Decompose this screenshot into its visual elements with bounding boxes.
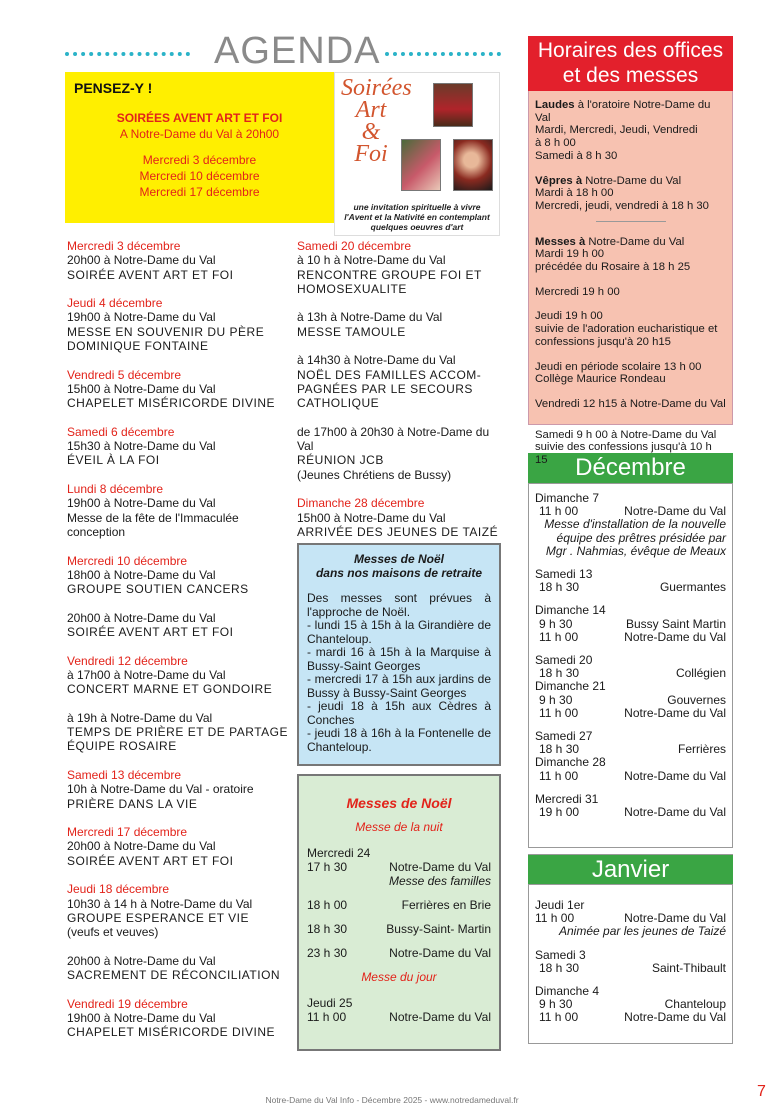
divider [596, 221, 666, 222]
event-time-place: 19h00 à Notre-Dame du Val [67, 1011, 216, 1026]
highlight-box [65, 72, 334, 223]
highlight-place: A Notre-Dame du Val à 20h00 [119, 127, 280, 141]
event-item [67, 611, 292, 640]
event-date: Vendredi 19 décembre [67, 996, 188, 1011]
event-title: Messe de la fête de l'Immaculée conception [67, 510, 239, 539]
event-time-place: 19h00 à Notre-Dame du Val [67, 496, 216, 511]
event-item [67, 425, 292, 468]
schedule-item: Samedi 9 h 00 à Notre-Dame du Val suivie des confessions jusqu'à 10 h 15 [535, 428, 717, 467]
retirement-homes-box [297, 543, 501, 766]
event-title: CHAPELET MISÉRICORDE DIVINE [67, 1025, 275, 1040]
event-date: Jeudi 4 décembre [67, 296, 163, 311]
event-time-place: 15h00 à Notre-Dame du Val [67, 381, 216, 396]
event-date: Samedi 20 décembre [297, 239, 412, 253]
intro-text: Des messes sont prévues à l'approche de Noël. [307, 591, 491, 619]
event-title: GROUPE ESPERANCE ET VIE [67, 910, 249, 925]
event-time-place: de 17h00 à 20h30 à Notre-Dame du Val [297, 424, 490, 454]
schedule-item: Jeudi en période scolaire 13 h 00 Collège Maurice Rondeau [535, 360, 702, 386]
highlight-title: SOIRÉES AVENT ART ET FOI [116, 111, 283, 125]
event-item [67, 482, 292, 539]
event-time-place: à 17h00 à Notre-Dame du Val [67, 667, 226, 682]
mass-row: 18 h 00 Ferrières en Brie [307, 898, 491, 912]
event-time-place: 10h30 à 14 h à Notre-Dame du Val [67, 896, 253, 911]
box-title: Messes de Noël [346, 795, 452, 811]
event-title: SOIRÉE AVENT ART ET FOI [67, 267, 234, 282]
section-night: Messe de la nuit [355, 820, 443, 834]
event-title: CHAPELET MISÉRICORDE DIVINE [67, 396, 275, 411]
events-middle-column [297, 239, 502, 554]
event-time-place: 20h00 à Notre-Dame du Val [67, 839, 216, 854]
january-heading: Janvier [528, 854, 733, 884]
event-time-place: 15h30 à Notre-Dame du Val [67, 439, 216, 454]
box-subtitle: dans nos maisons de retraite [315, 565, 483, 580]
event-date: Mercredi 17 décembre [67, 825, 188, 840]
event-date: Mercredi 3 décembre [67, 239, 181, 253]
event-item [67, 825, 292, 868]
event-time-place: à 13h à Notre-Dame du Val [297, 310, 443, 325]
decorative-dots-right [385, 44, 501, 56]
event-title: MESSE TAMOULE [297, 324, 406, 339]
mass-row: 23 h 30 Notre-Dame du Val [307, 946, 491, 960]
event-item [67, 554, 292, 597]
painting-annunciation [433, 83, 473, 127]
event-title: RENCONTRE GROUPE FOI ET HOMOSEXUALITE [297, 267, 482, 296]
event-title: SOIRÉE AVENT ART ET FOI [67, 625, 234, 640]
event-title: (veufs et veuves) [67, 925, 159, 940]
day-label: Jeudi 25 [307, 996, 353, 1010]
retraite-item: - mercredi 17 à 15h aux jardins de Bussy à Bussy-Saint Georges [307, 672, 491, 700]
highlight-date: Mercredi 17 décembre [139, 185, 260, 199]
decorative-dots-left [65, 44, 190, 56]
right-column [528, 36, 733, 1044]
event-title: PRIÈRE DANS LA VIE [67, 796, 198, 811]
highlight-date: Mercredi 10 décembre [139, 169, 260, 183]
event-date: Dimanche 28 décembre [297, 496, 425, 511]
mass-row: 11 h 00 Notre-Dame du Val [307, 1010, 491, 1024]
schedule-item: Vendredi 12 h15 à Notre-Dame du Val [535, 397, 726, 410]
retraite-item: - jeudi 18 à 16h à la Fontenelle de Chanteloup. [307, 726, 491, 754]
event-item [297, 496, 502, 539]
event-title: SACREMENT DE RÉCONCILIATION [67, 968, 281, 983]
day-label: Mercredi 24 [307, 846, 371, 860]
highlight-label: PENSEZ-Y ! [74, 80, 153, 96]
event-date: Samedi 13 décembre [67, 767, 182, 782]
event-item [67, 954, 292, 983]
event-title: (Jeunes Chrétiens de Bussy) [297, 467, 452, 482]
footer-text: Notre-Dame du Val Info - Décembre 2025 - www.notredameduval.fr [265, 1095, 519, 1105]
event-title: GROUPE SOUTIEN CANCERS [67, 582, 249, 597]
event-title: ARRIVÉE DES JEUNES DE TAIZÉ [297, 524, 499, 539]
messes-block: Messes à Notre-Dame du Val Mardi 19 h 00 précédée du Rosaire à 18 h 25 [535, 235, 691, 274]
page-title: AGENDA [214, 30, 381, 72]
event-item [67, 239, 292, 282]
december-masses: Dimanche 7 11 h 00 Notre-Dame du Val Messe d'installation de la nouvelle équipe des prêtres présidée par Mgr . Nahmias, évêque de Meaux Samedi 13 18 h 30 Guermantes Dimanche 14 9 h 30 Bussy Saint Martin 11 h 00 Notre-Dame du Val Samedi 20 18 h 30 Collégien Dimanche 21 9 h 30 Gouvernes 11 h 00 Notre-Dame du Val Samedi 27 18 h 30 Ferrières Dimanche 28 11 h 00 Notre-Dame du Val Mercredi 31 19 h 00 Notre-Dame du Val [528, 483, 733, 848]
section-day: Messe du jour [361, 970, 437, 984]
retraite-item: - jeudi 18 à 15h aux Cèdres à Conches [307, 699, 491, 727]
vepres-block: Vêpres à Notre-Dame du Val Mardi à 18 h 00 Mercredi, jeudi, vendredi à 18 h 30 [535, 174, 709, 212]
event-date: Samedi 6 décembre [67, 424, 175, 439]
painting-madonna [453, 139, 493, 191]
painting-nativity [401, 139, 441, 191]
mass-note: Messe d'installation de la nouvelle équipe des prêtres présidée par Mgr . Nahmias, évêque de Meaux [544, 517, 726, 558]
event-time-place: à 10 h à Notre-Dame du Val [297, 253, 446, 268]
event-title: NOËL DES FAMILLES ACCOM-PAGNÉES PAR LE SECOURS CATHOLIQUE [297, 367, 482, 411]
christmas-masses-box [297, 774, 501, 1051]
event-item [297, 353, 502, 410]
schedule-item: Jeudi 19 h 00 suivie de l'adoration eucharistique et confessions jusqu'à 20 h15 [535, 310, 718, 348]
events-left-column [67, 239, 292, 1054]
event-title: MESSE EN SOUVENIR DU PÈRE DOMINIQUE FONTAINE [67, 324, 265, 354]
event-time-place: à 14h30 à Notre-Dame du Val [297, 353, 456, 368]
event-date: Jeudi 18 décembre [67, 882, 170, 897]
event-item [67, 997, 292, 1040]
highlight-date: Mercredi 3 décembre [142, 153, 257, 167]
january-masses: Jeudi 1er 11 h 00 Notre-Dame du Val Animée par les jeunes de Taizé Samedi 3 18 h 30 Saint-Thibault Dimanche 4 9 h 30 Chanteloup 11 h 00 Notre-Dame du Val [528, 884, 733, 1044]
event-item [67, 654, 292, 697]
event-title: SOIRÉE AVENT ART ET FOI [67, 853, 234, 868]
poster-caption: une invitation spirituelle à vivre l'Avent et la Nativité en contemplant quelques oeuvres d'art [344, 202, 490, 232]
event-date: Lundi 8 décembre [67, 482, 164, 497]
box-title: Messes de Noël [353, 552, 445, 566]
retraite-item: - lundi 15 à 15h à la Girandière de Chanteloup. [307, 618, 491, 646]
event-time-place: 15h00 à Notre-Dame du Val [297, 510, 446, 525]
mass-note: Messe des familles [388, 874, 491, 888]
mass-row: 17 h 30 Notre-Dame du Val [307, 860, 491, 874]
event-item [297, 310, 502, 339]
event-time-place: 18h00 à Notre-Dame du Val [67, 567, 216, 582]
poster-title: Soirées Art & Foi [341, 75, 412, 167]
event-item [67, 768, 292, 811]
laudes-block: Laudes à l'oratoire Notre-Dame du Val Mardi, Mercredi, Jeudi, Vendredi à 8 h 00 Samedi à 8 h 30 [535, 99, 711, 162]
event-title: TEMPS DE PRIÈRE ET DE PARTAGE ÉQUIPE ROSAIRE [67, 725, 288, 754]
event-item [67, 882, 292, 939]
offices-title: Horaires des offices et des messes [528, 36, 733, 91]
december-heading: Décembre [528, 453, 733, 483]
event-time-place: 19h00 à Notre-Dame du Val [67, 310, 216, 325]
event-time-place: à 19h à Notre-Dame du Val [67, 710, 213, 725]
event-title: ÉVEIL À LA FOI [67, 453, 160, 468]
event-title: RÉUNION JCB [297, 453, 384, 468]
event-date: Mercredi 10 décembre [67, 553, 188, 568]
schedule-item: Mercredi 19 h 00 [535, 285, 620, 298]
event-item [67, 711, 292, 754]
event-item [67, 296, 292, 353]
event-time-place: 20h00 à Notre-Dame du Val [67, 610, 216, 625]
event-date: Vendredi 12 décembre [67, 653, 188, 668]
event-item [297, 239, 502, 296]
event-poster [334, 72, 500, 236]
event-time-place: 10h à Notre-Dame du Val - oratoire [67, 782, 254, 797]
event-time-place: 20h00 à Notre-Dame du Val [67, 953, 216, 968]
mass-row: 18 h 30 Bussy-Saint- Martin [307, 922, 491, 936]
event-item [297, 425, 502, 482]
event-title: CONCERT MARNE ET GONDOIRE [67, 682, 273, 697]
event-date: Vendredi 5 décembre [67, 367, 182, 382]
event-time-place: 20h00 à Notre-Dame du Val [67, 253, 216, 268]
page-number: 7 [757, 1083, 766, 1100]
offices-schedule [528, 91, 733, 467]
retraite-item: - mardi 16 à 15h à la Marquise à Bussy-Saint Georges [307, 645, 491, 673]
event-item [67, 368, 292, 411]
mass-note: Animée par les jeunes de Taizé [559, 924, 726, 939]
